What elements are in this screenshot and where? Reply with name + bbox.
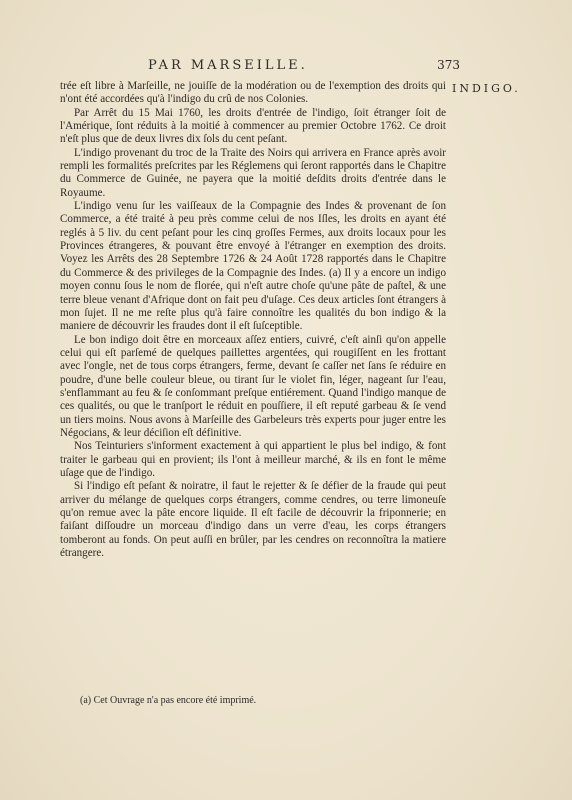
body-text [60, 80, 446, 560]
paragraph: Le bon indigo doit être en morceaux aſſez entiers, cuivré, c'eſt ainſi qu'on appelle celui qui eſt parſemé de quelques paillettes argentées, qui rougiſſent en les frottant avec l'ongle, net de tous corps étrangers, ferme, devant ſe caſſer net ſans ſe réduire en poudre, d'une belle couleur bleue, ou tirant ſur le violet fin, léger, nageant ſur l'eau, s'enflammant au feu & ſe conſommant preſque entiérement. Quand l'indigo manque de ces qualités, ou que le tranſport le réduit en pouſſiere, il eſt reputé garbeau & ſe vend un tiers moins. Nous avons à Marſeille des Garbeleurs très experts pour juger entre les Négocians, & leur déciſion eſt définitive. [60, 333, 446, 439]
paragraph: L'indigo provenant du troc de la Traite des Noirs qui arrivera en France après avoir rempli les formalités preſcrites par les Réglemens qui ſeront rapportés dans le Chapitre du Commerce de Guinée, ne payera que la moitié deſdits droits d'entrée dans le Royaume. [60, 146, 446, 199]
paragraph: trée eſt libre à Marſeille, ne jouiſſe de la modération ou de l'exemption des droits qui n'ont été accordées qu'à l'indigo du crû de nos Colonies. [60, 80, 446, 106]
paragraph: Si l'indigo eſt peſant & noiratre, il faut le rejetter & ſe défier de la fraude qui peut arriver du mélange de quelques corps étrangers, comme cendres, ou terre limoneuſe qu'on remue avec la pâte encore liquide. Il eſt facile de découvrir la friponnerie; en faiſant diſſoudre un morceau d'indigo dans un verre d'eau, les corps étrangers tomberont au fonds. On peut auſſi en brûler, par les cendres on reconnoîtra la matiere étrangere. [60, 480, 446, 560]
page-number: 373 [437, 58, 460, 72]
margin-note: INDIGO. [452, 82, 521, 95]
running-title: PAR MARSEILLE. [148, 58, 308, 73]
page-header [60, 58, 460, 76]
paragraph: Par Arrêt du 15 Mai 1760, les droits d'entrée de l'indigo, ſoit étranger ſoit de l'Amérique, ſont réduits à la moitié à commencer au premier Octobre 1762. Ce droit n'eſt plus que de deux livres dix ſols du cent peſant. [60, 106, 446, 146]
footnote: (a) Cet Ouvrage n'a pas encore été imprimé. [80, 695, 257, 706]
paragraph: L'indigo venu ſur les vaiſſeaux de la Compagnie des Indes & provenant de ſon Commerce, a été traité à peu près comme celui de nos Iſles, les droits en ayant été reglés à 5 liv. du cent peſant pour les cinq groſſes Fermes, aux droits locaux pour les Provinces étrangeres, & pouvant être envoyé à l'étranger en exemption des droits. Voyez les Arrêts des 28 Septembre 1726 & 24 Août 1728 rapportés dans le Chapitre du Commerce & des privileges de la Compagnie des Indes. (a) Il y a encore un indigo moyen connu ſous le nom de florée, qui n'eſt autre choſe qu'une pâte de paſtel, & une terre bleue venant d'Afrique dont on fait peu d'uſage. Ces deux articles ſont étrangers à mon ſujet. Il ne me reſte plus qu'à faire connoître les qualités du bon indigo & la maniere de découvrir les fraudes dont il eſt ſuſceptible. [60, 200, 446, 333]
paragraph: Nos Teinturiers s'informent exactement à qui appartient le plus bel indigo, & font traiter le garbeau qui en provient; ils l'ont à meilleur marché, & ils en font le même uſage que de l'indigo. [60, 440, 446, 479]
